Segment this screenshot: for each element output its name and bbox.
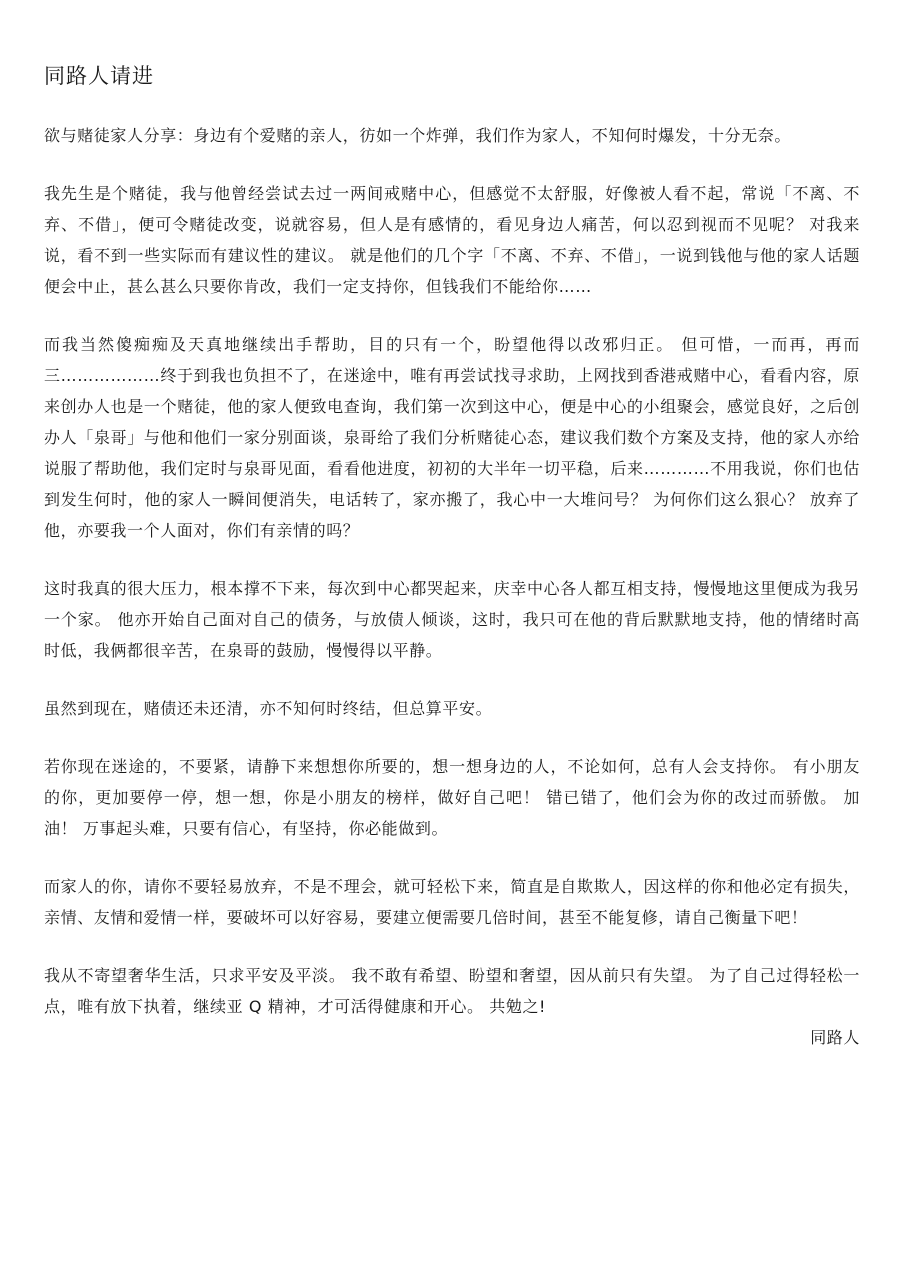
paragraph-advice-gambler: 若你现在迷途的，不要紧，请静下来想想你所要的，想一想身边的人，不论如何，总有人会支持你。 有小朋友的你，更加要停一停，想一想，你是小朋友的榜样，做好自己吧！ 错已错了，他们会为你的改过而骄傲。 加油！ 万事起头难，只要有信心，有坚持，你必能做到。 <box>44 757 860 838</box>
paragraph-seeking-help: 而我当然傻痴痴及天真地继续出手帮助，目的只有一个，盼望他得以改邪归正。 但可惜，一而再，再而三………………终于到我也负担不了，在迷途中，唯有再尝试找寻求助，上网找到香港戒赌中心，看看内容，原来创办人也是一个赌徒，他的家人便致电查询，我们第一次到这中心，便是中心的小组聚会，感觉良好，之后创办人「泉哥」与他和他们一家分别面谈，泉哥给了我们分析赌徒心态，建议我们数个方案及支持，他的家人亦给说服了帮助他，我们定时与泉哥见面，看看他进度，初初的大半年一切平稳，后来…………不用我说，你们也估到发生何时，他的家人一瞬间便消失，电话转了，家亦搬了，我心中一大堆问号？ 为何你们这么狠心？ 放弃了他，亦要我一个人面对，你们有亲情的吗？ <box>44 335 860 540</box>
signature: 同路人 <box>810 1028 860 1047</box>
paragraph-advice-family: 而家人的你，请你不要轻易放弃，不是不理会，就可轻松下来，简直是自欺欺人，因这样的你和他必定有损失，亲情、友情和爱情一样，要破坏可以好容易，要建立便需要几倍时间，甚至不能复修，请自己衡量下吧！ <box>44 877 860 927</box>
paragraph-closing: 我从不寄望奢华生活，只求平安及平淡。 我不敢有希望、盼望和奢望，因从前只有失望。 为了自己过得轻松一点，唯有放下执着，继续亚 Q 精神，才可活得健康和开心。 共勉之! <box>44 966 860 1016</box>
paragraph-pressure: 这时我真的很大压力，根本撑不下来，每次到中心都哭起来，庆幸中心各人都互相支持，慢慢地这里便成为我另一个家。 他亦开始自己面对自己的债务，与放债人倾谈，这时，我只可在他的背后默默地支持，他的情绪时高时低，我俩都很辛苦，在泉哥的鼓励，慢慢得以平静。 <box>44 579 860 660</box>
paragraph-intro: 欲与赌徒家人分享：身边有个爱赌的亲人，彷如一个炸弹，我们作为家人，不知何时爆发，十分无奈。 <box>44 126 792 145</box>
paragraph-husband-gambler: 我先生是个赌徒，我与他曾经尝试去过一两间戒赌中心，但感觉不太舒服，好像被人看不起，常说「不离、不弃、不借」，便可令赌徒改变，说就容易，但人是有感情的，看见身边人痛苦，何以忍到视而不见呢？ 对我来说，看不到一些实际而有建议性的建议。 就是他们的几个字「不离、不弃、不借」，一说到钱他与他的家人话题便会中止，甚么甚么只要你肯改，我们一定支持你，但钱我们不能给你…… <box>44 184 860 296</box>
paragraph-current-status: 虽然到现在，赌债还未还清，亦不知何时终结，但总算平安。 <box>44 699 493 718</box>
document-title: 同路人请进 <box>44 64 154 88</box>
